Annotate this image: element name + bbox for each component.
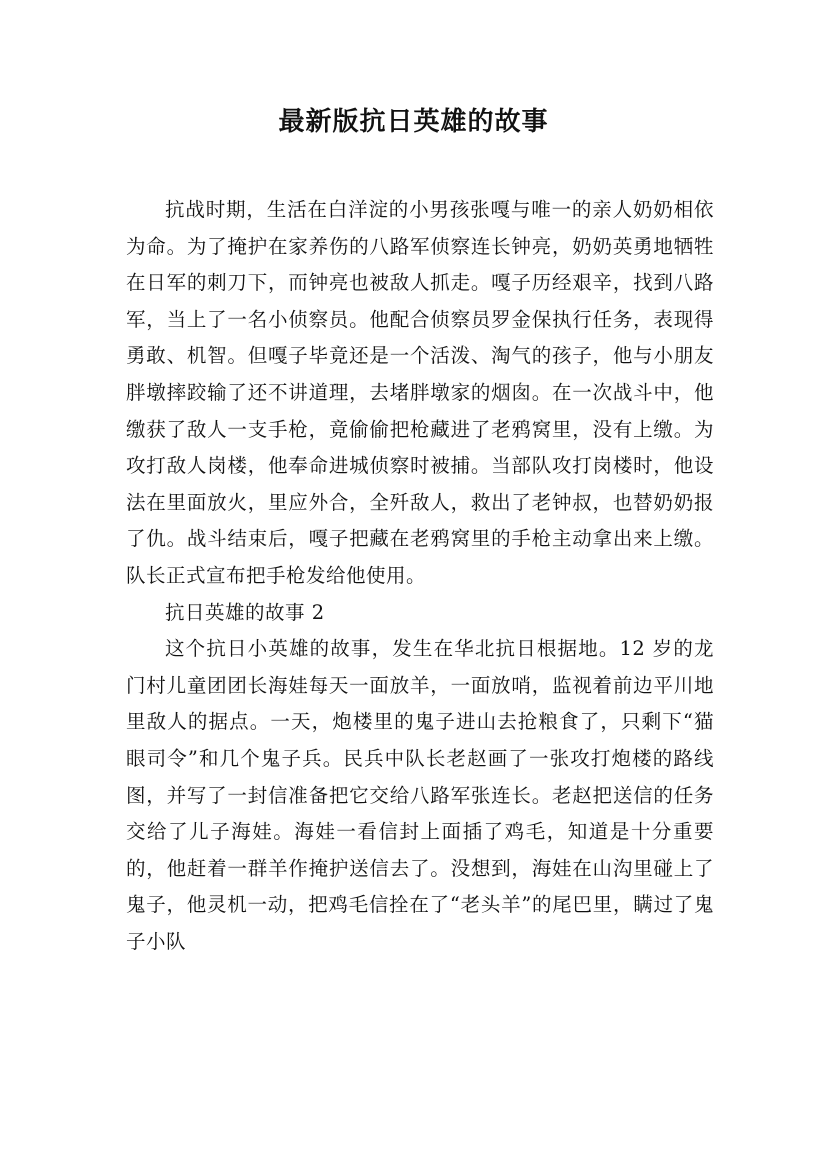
paragraph: 抗战时期，生活在白洋淀的小男孩张嘎与唯一的亲人奶奶相依为命。为了掩护在家养伤的八路军侦察连长钟亮，奶奶英勇地牺牲在日军的刺刀下，而钟亮也被敌人抓走。嘎子历经艰辛，找到八路军，当上了一名小侦察员。他配合侦察员罗金保执行任务，表现得勇敢、机智。但嘎子毕竟还是一个活泼、淘气的孩子，他与小朋友胖墩摔跤输了还不讲道理，去堵胖墩家的烟囱。在一次战斗中，他缴获了敌人一支手枪，竟偷偷把枪藏进了老鸦窝里，没有上缴。为攻打敌人岗楼，他奉命进城侦察时被捕。当部队攻打岗楼时，他设法在里面放火，里应外合，全歼敌人，救出了老钟叔，也替奶奶报了仇。战斗结束后，嘎子把藏在老鸦窝里的手枪主动拿出来上缴。队长正式宣布把手枪发给他使用。 [126, 198, 714, 587]
section-heading: 抗日英雄的故事 2 [165, 600, 325, 624]
document-title: 最新版抗日英雄的故事 [278, 107, 549, 137]
document-body [126, 192, 714, 960]
paragraph: 这个抗日小英雄的故事，发生在华北抗日根据地。12 岁的龙门村儿童团团长海娃每天一面放羊，一面放哨，监视着前边平川地里敌人的据点。一天，炮楼里的鬼子进山去抢粮食了，只剩下“猫眼司令”和几个鬼子兵。民兵中队长老赵画了一张攻打炮楼的路线图，并写了一封信准备把它交给八路军张连长。老赵把送信的任务交给了儿子海娃。海娃一看信封上面插了鸡毛，知道是十分重要的，他赶着一群羊作掩护送信去了。没想到，海娃在山沟里碰上了鬼子，他灵机一动，把鸡毛信拴在了“老头羊”的尾巴里，瞒过了鬼子小队 [126, 637, 714, 953]
